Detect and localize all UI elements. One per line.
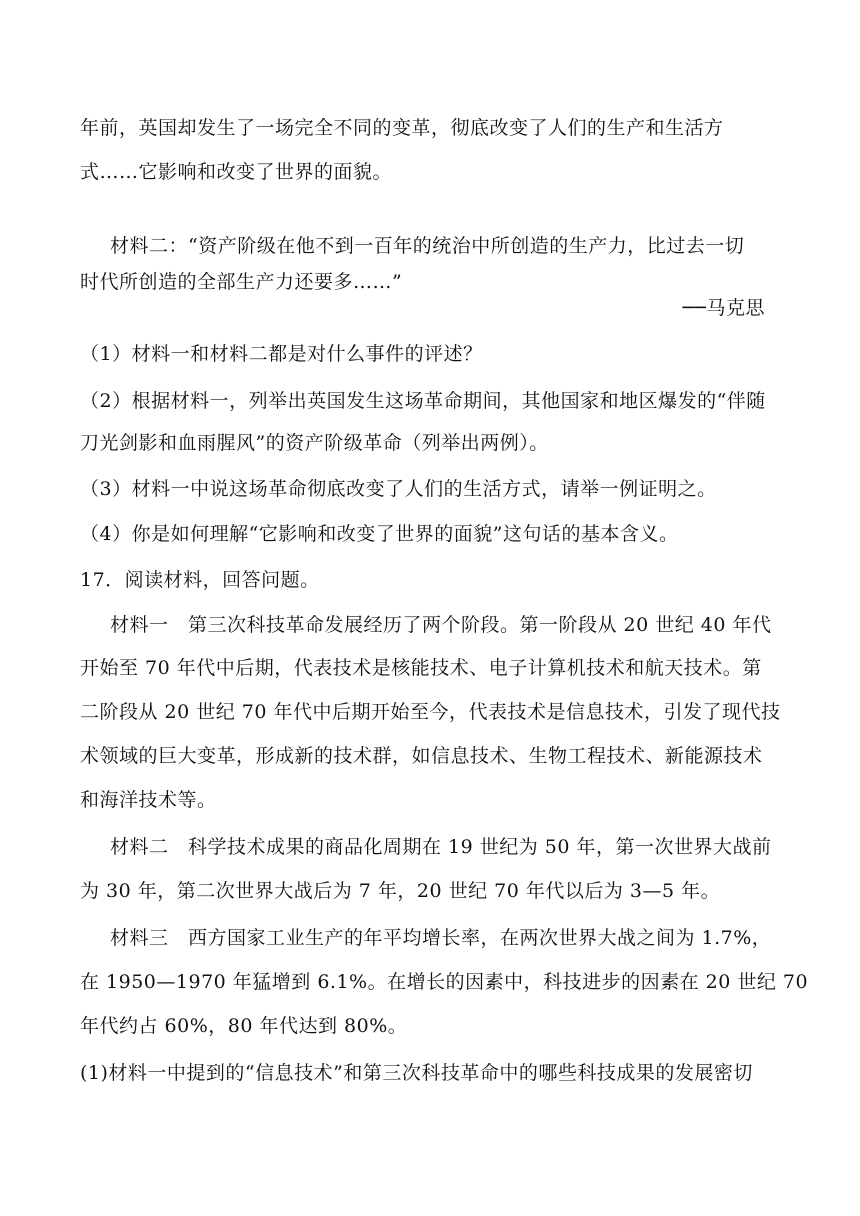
text-line: 和海洋技术等。 xyxy=(80,789,217,811)
text-line: 年代约占 60%，80 年代达到 80%。 xyxy=(80,1015,408,1037)
text-line: 年前，英国却发生了一场完全不同的变革，彻底改变了人们的生产和生活方 xyxy=(80,117,724,139)
material-one-paragraph: 材料一 第三次科技革命发展经历了两个阶段。第一阶段从 20 世纪 40 年代 xyxy=(110,614,772,636)
text-line: 二阶段从 20 世纪 70 年代中后期开始至今，代表技术是信息技术，引发了现代技 xyxy=(80,701,781,723)
problem-17-heading: 17．阅读材料，回答问题。 xyxy=(80,569,320,591)
material-two-paragraph: 材料二 科学技术成果的商品化周期在 19 世纪为 50 年，第一次世界大战前 xyxy=(110,836,772,858)
text-line: 时代所创造的全部生产力还要多……” xyxy=(80,271,403,293)
material-two-quote-line: 材料二：“资产阶级在他不到一百年的统治中所创造的生产力，比过去一切 xyxy=(110,235,745,257)
text-line: 式……它影响和改变了世界的面貌。 xyxy=(80,161,393,183)
question-4: （4）你是如何理解“它影响和改变了世界的面貌”这句话的基本含义。 xyxy=(80,523,679,545)
question-1-problem-17: (1)材料一中提到的“信息技术”和第三次科技革命中的哪些科技成果的发展密切 xyxy=(80,1062,753,1084)
question-2: （2）根据材料一，列举出英国发生这场革命期间，其他国家和地区爆发的“伴随 xyxy=(80,390,766,412)
text-line: 为 30 年，第二次世界大战后为 7 年，20 世纪 70 年代以后为 3—5 年。 xyxy=(80,880,721,902)
question-1: （1）材料一和材料二都是对什么事件的评述？ xyxy=(80,343,483,365)
text-line: 开始至 70 年代中后期，代表技术是核能技术、电子计算机技术和航天技术。第 xyxy=(80,657,762,679)
question-3: （3）材料一中说这场革命彻底改变了人们的生活方式，请举一例证明之。 xyxy=(80,478,717,500)
quote-attribution: ──马克思 xyxy=(682,297,765,319)
text-line: 在 1950—1970 年猛增到 6.1%。在增长的因素中，科技进步的因素在 20 世纪 70 xyxy=(80,971,809,993)
question-2-continued: 刀光剑影和血雨腥风”的资产阶级革命（列举出两例）。 xyxy=(80,432,549,454)
text-line: 术领域的巨大变革，形成新的技术群，如信息技术、生物工程技术、新能源技术 xyxy=(80,745,763,767)
material-three-paragraph: 材料三 西方国家工业生产的年平均增长率，在两次世界大战之间为 1.7%， xyxy=(110,927,772,949)
